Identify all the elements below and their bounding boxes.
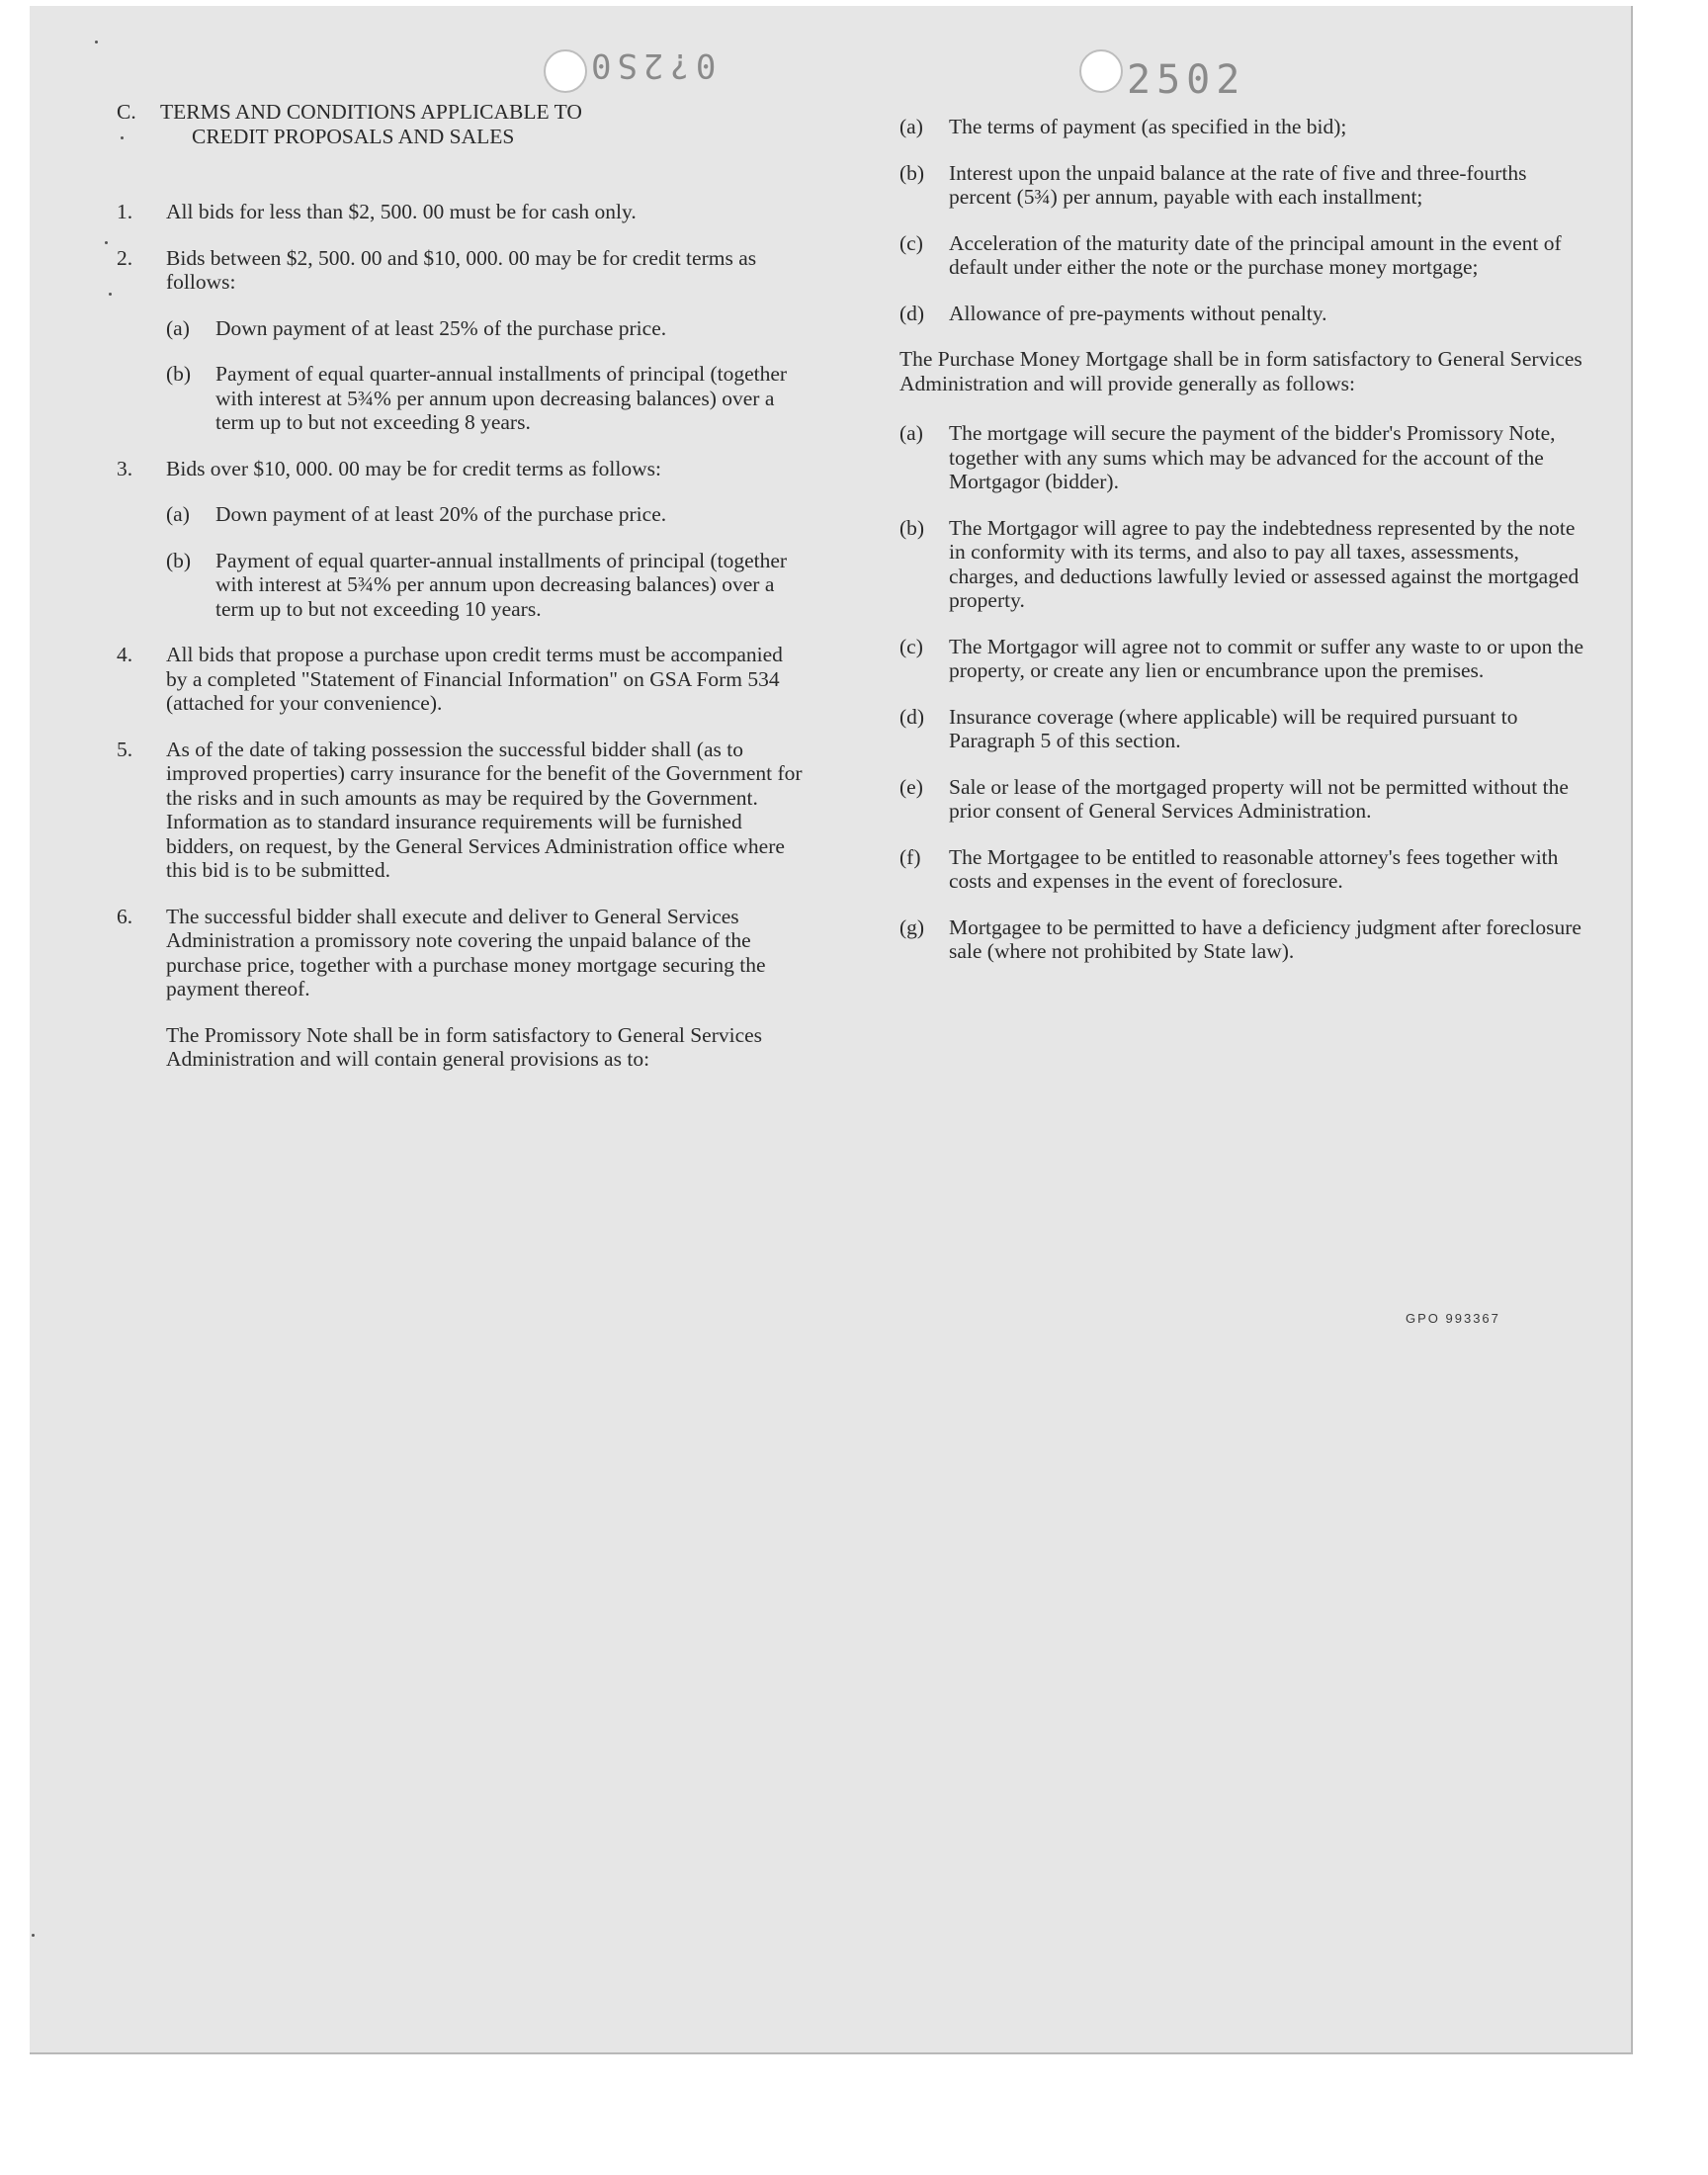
- list-item: 3. Bids over $10, 000. 00 may be for credit terms as follows:: [117, 456, 661, 480]
- gpo-print-code: GPO 993367: [1406, 1311, 1500, 1326]
- mortgage-provision: (e) Sale or lease of the mortgaged property will not be permitted without the prior consent of General Services Administration.: [899, 774, 1569, 823]
- list-item: 5. As of the date of taking possession the successful bidder shall (as to improved properties) carry insurance for the benefit of the Government for the risks and in such amounts as may be required by the Government. Information as to standard insurance requirements will be furnished bidders, on request, by the General Services Administration office where this bid is to be submitted.: [117, 737, 803, 882]
- heading-line-1: TERMS AND CONDITIONS APPLICABLE TO: [160, 100, 582, 124]
- punch-hole-left: [544, 49, 587, 93]
- mortgage-provision: (g) Mortgagee to be permitted to have a deficiency judgment after foreclosure sale (where not prohibited by State law).: [899, 914, 1581, 963]
- note-provision: (d) Allowance of pre-payments without penalty.: [899, 301, 1327, 325]
- promissory-note-paragraph: The Promissory Note shall be in form satisfactory to General Services Administration and will contain general provisions as to:: [166, 1022, 763, 1071]
- section-heading: [117, 100, 809, 148]
- sub-item: (a) Down payment of at least 20% of the purchase price.: [166, 502, 667, 526]
- note-provision: (c) Acceleration of the maturity date of the principal amount in the event of default under either the note or the purchase money mortgage;: [899, 230, 1562, 279]
- left-column: [117, 100, 809, 1093]
- section-label: C.: [117, 100, 136, 124]
- list-item: 1. All bids for less than $2, 500. 00 must be for cash only.: [117, 200, 637, 223]
- punch-hole-right: [1079, 49, 1123, 93]
- mortgage-paragraph: The Purchase Money Mortgage shall be in form satisfactory to General Services Administration and will provide generally as follows:: [899, 347, 1582, 395]
- mortgage-provision: (b) The Mortgagor will agree to pay the indebtedness represented by the note in conformity with its terms, and also to pay all taxes, assessments, charges, and deductions lawfully levied or assessed against the mortgaged property.: [899, 515, 1580, 612]
- heading-line-2: CREDIT PROPOSALS AND SALES: [192, 124, 515, 148]
- sub-item: (b) Payment of equal quarter-annual installments of principal (together with interest at 5¾% per annum upon decreasing balances) over a term up to but not exceeding 8 years.: [166, 362, 788, 434]
- stamp-number-left: 0?2S0: [585, 45, 717, 85]
- list-item: 2. Bids between $2, 500. 00 and $10, 000. 00 may be for credit terms as follows:: [117, 245, 757, 294]
- right-column: [899, 115, 1591, 986]
- document-page: [30, 6, 1633, 2054]
- mortgage-provision: (c) The Mortgagor will agree not to commit or suffer any waste to or upon the property, or create any lien or encumbrance upon the premises.: [899, 634, 1584, 682]
- note-provision: (b) Interest upon the unpaid balance at the rate of five and three-fourths percent (5¾) per annum, payable with each installment;: [899, 160, 1527, 209]
- stamp-number-right: 2502: [1127, 57, 1246, 103]
- note-provision: (a) The terms of payment (as specified in the bid);: [899, 115, 1347, 138]
- list-item: 6. The successful bidder shall execute and deliver to General Services Administration a promissory note covering the unpaid balance of the purchase price, together with a purchase money mortgage securing the payment thereof.: [117, 904, 766, 1000]
- mortgage-provision: (f) The Mortgagee to be entitled to reasonable attorney's fees together with costs and expenses in the event of foreclosure.: [899, 844, 1559, 893]
- mortgage-provision: (a) The mortgage will secure the payment of the bidder's Promissory Note, together with any sums which may be advanced for the account of the Mortgagor (bidder).: [899, 421, 1556, 493]
- sub-item: (b) Payment of equal quarter-annual installments of principal (together with interest at 5¾% per annum upon decreasing balances) over a term up to but not exceeding 10 years.: [166, 548, 788, 621]
- sub-item: (a) Down payment of at least 25% of the purchase price.: [166, 315, 667, 340]
- mortgage-provision: (d) Insurance coverage (where applicable) will be required pursuant to Paragraph 5 of this section.: [899, 704, 1518, 752]
- list-item: 4. All bids that propose a purchase upon credit terms must be accompanied by a completed "Statement of Financial Information" on GSA Form 534 (attached for your convenience).: [117, 643, 783, 715]
